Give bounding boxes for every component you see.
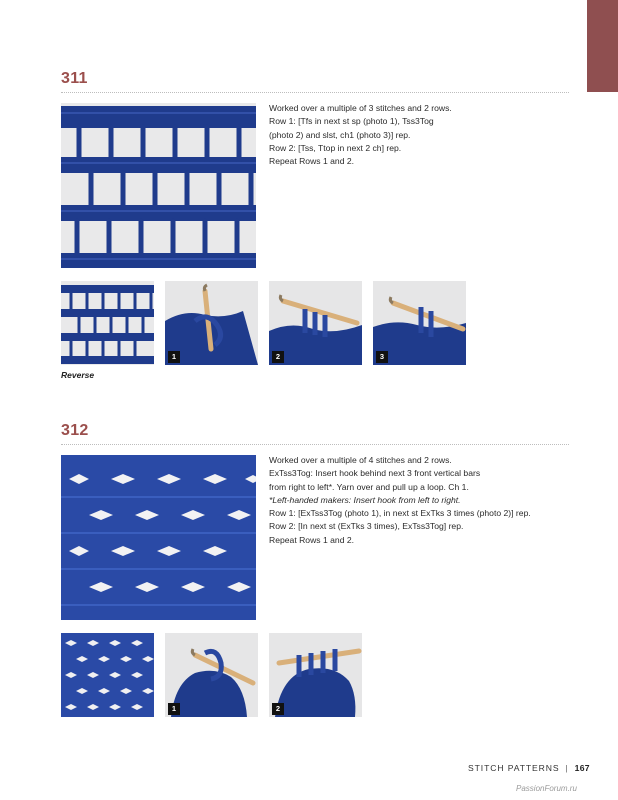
step-number-badge: 1 <box>168 703 180 715</box>
instruction-line: Repeat Rows 1 and 2. <box>269 156 355 167</box>
step-number-badge: 3 <box>376 351 388 363</box>
footer-section-title: STITCH PATTERNS <box>468 763 560 773</box>
pattern-number-311: 311 <box>61 70 88 87</box>
instruction-line: Row 2: [In next st (ExTks 3 times), ExTss3Tog] rep. <box>269 521 464 532</box>
step-number-badge: 2 <box>272 703 284 715</box>
instruction-line: Row 1: [Tfs in next st sp (photo 1), Tss3Tog <box>269 116 434 127</box>
chapter-tab <box>587 0 618 92</box>
instruction-line: Repeat Rows 1 and 2. <box>269 534 355 545</box>
instruction-line: Row 2: [Tss, Ttop in next 2 ch] rep. <box>269 142 402 153</box>
page-number: 167 <box>574 763 590 773</box>
step-photo-312-2 <box>269 633 362 717</box>
instruction-line: Worked over a multiple of 3 stitches and 2 rows. <box>269 103 452 113</box>
instruction-line: Worked over a multiple of 4 stitches and 2 rows. <box>269 455 452 465</box>
swatch-312-reverse-photo <box>61 633 154 717</box>
footer-separator: | <box>565 763 569 773</box>
pattern-number-312: 312 <box>61 422 89 439</box>
step-photo-311-1 <box>165 281 258 365</box>
step-number-badge: 1 <box>168 351 180 363</box>
step-photo-311-3 <box>373 281 466 365</box>
watermark: PassionForum.ru <box>516 784 577 793</box>
swatch-311-photo <box>61 103 256 268</box>
page-footer <box>468 763 590 773</box>
swatch-312-photo <box>61 455 256 620</box>
instruction-line: (photo 2) and slst, ch1 (photo 3)] rep. <box>269 129 411 140</box>
swatch-311-reverse-photo <box>61 281 154 365</box>
step-photo-312-1 <box>165 633 258 717</box>
instruction-line: Row 1: [ExTss3Tog (photo 1), in next st ExTks 3 times (photo 2)] rep. <box>269 508 531 519</box>
pattern-312-instructions <box>269 454 531 547</box>
reverse-caption: Reverse <box>61 370 95 380</box>
section-divider <box>61 444 569 445</box>
section-divider <box>61 92 569 93</box>
step-number-badge: 2 <box>272 351 284 363</box>
pattern-311-instructions <box>269 102 452 168</box>
instruction-note: *Left-handed makers: Insert hook from left to right. <box>269 494 461 505</box>
instruction-line: ExTss3Tog: Insert hook behind next 3 front vertical bars <box>269 468 481 479</box>
step-photo-311-2 <box>269 281 362 365</box>
instruction-line: from right to left*. Yarn over and pull up a loop. Ch 1. <box>269 481 469 492</box>
